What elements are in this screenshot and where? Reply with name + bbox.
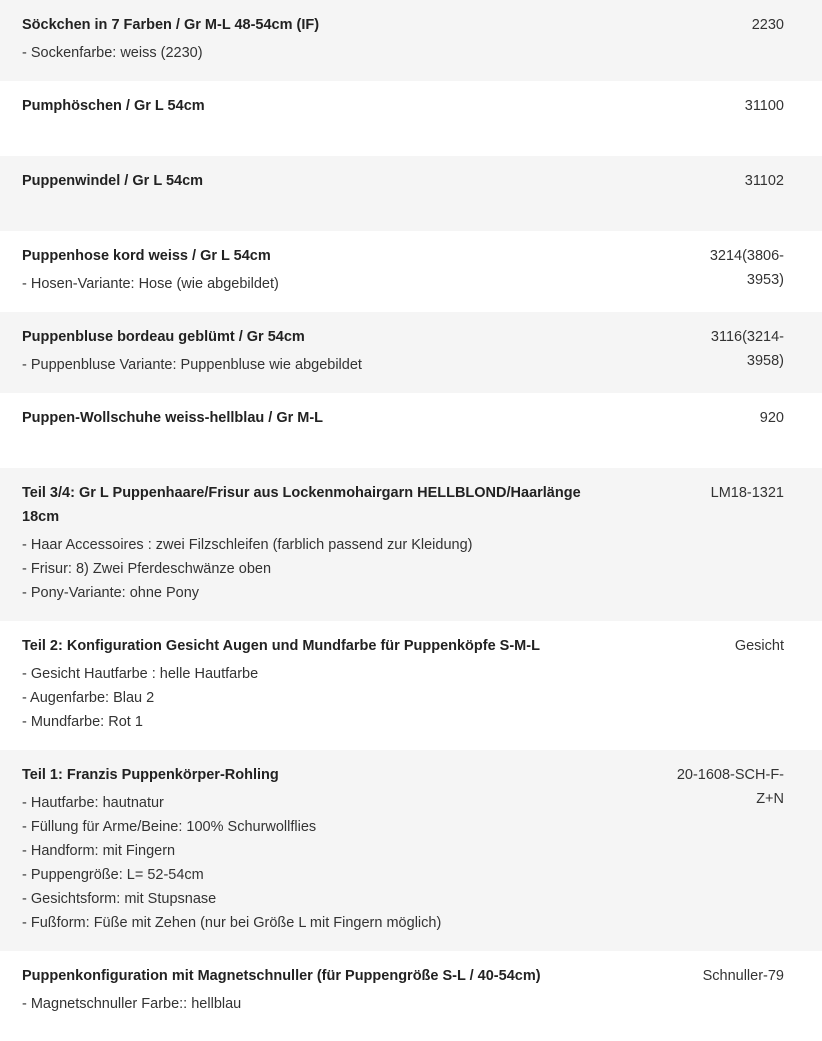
item-option: - Puppengröße: L= 52-54cm [22,867,204,883]
order-item [0,0,822,81]
item-options [22,533,582,605]
order-item [0,393,822,468]
item-details [22,13,582,65]
item-title: Puppenwindel / Gr L 54cm [22,173,204,189]
item-sku: Schnuller-79 [702,968,784,984]
item-sku: 20-1608-SCH-F-Z+N [676,767,784,807]
item-details [22,244,582,296]
item-details [22,763,582,935]
item-option: - Frisur: 8) Zwei Pferdeschwänze oben [22,561,272,577]
item-details [22,406,582,452]
item-details [22,94,582,140]
item-option: - Fußform: Füße mit Zehen (nur bei Größe L mit Fingern möglich) [22,915,442,931]
item-sku: LM18-1321 [710,485,784,501]
item-option: - Mundfarbe: Rot 1 [22,714,143,730]
item-option: - Hosen-Variante: Hose (wie abgebildet) [22,276,279,292]
order-item [0,312,822,393]
order-item [0,951,822,1032]
item-option: - Gesicht Hautfarbe : helle Hautfarbe [22,666,259,682]
item-option: - Augenfarbe: Blau 2 [22,690,155,706]
item-sku: 2230 [751,17,784,33]
item-options [22,41,582,65]
item-sku: 3116(3214-3958) [710,329,784,369]
item-title: Teil 2: Konfiguration Gesicht Augen und Mundfarbe für Puppenköpfe S-M-L [22,638,540,654]
item-details [22,481,582,605]
item-sku: 920 [759,410,784,426]
item-option: - Puppenbluse Variante: Puppenbluse wie abgebildet [22,357,362,373]
item-sku: 31100 [744,98,784,114]
item-options [22,791,582,935]
item-option: - Füllung für Arme/Beine: 100% Schurwollflies [22,819,317,835]
item-title: Puppenbluse bordeau geblümt / Gr 54cm [22,329,305,345]
item-option: - Haar Accessoires : zwei Filzschleifen (farblich passend zur Kleidung) [22,537,473,553]
item-details [22,325,582,377]
item-title: Teil 3/4: Gr L Puppenhaare/Frisur aus Lockenmohairgarn HELLBLOND/Haarlänge 18cm [22,485,581,525]
order-item [0,231,822,312]
order-item [0,468,822,621]
item-title: Puppenkonfiguration mit Magnetschnuller (für Puppengröße S-L / 40-54cm) [22,968,541,984]
item-option: - Sockenfarbe: weiss (2230) [22,45,203,61]
item-option: - Handform: mit Fingern [22,843,176,859]
item-option: - Gesichtsform: mit Stupsnase [22,891,217,907]
item-option: - Magnetschnuller Farbe:: hellblau [22,996,242,1012]
item-title: Puppen-Wollschuhe weiss-hellblau / Gr M-L [22,410,324,426]
order-item [0,156,822,231]
item-sku: Gesicht [734,638,784,654]
item-sku: 31102 [744,173,784,189]
item-option: - Pony-Variante: ohne Pony [22,585,200,601]
item-options [22,992,582,1016]
item-options [22,272,582,296]
item-title: Söckchen in 7 Farben / Gr M-L 48-54cm (IF) [22,17,320,33]
item-option: - Hautfarbe: hautnatur [22,795,164,811]
item-options [22,353,582,377]
item-details [22,964,582,1016]
item-sku: 3214(3806-3953) [709,248,784,288]
item-details [22,169,582,215]
item-details [22,634,582,734]
order-item [0,750,822,951]
order-item [0,621,822,750]
item-title: Teil 1: Franzis Puppenkörper-Rohling [22,767,279,783]
item-title: Puppenhose kord weiss / Gr L 54cm [22,248,271,264]
order-item [0,81,822,156]
item-options [22,662,582,734]
item-title: Pumphöschen / Gr L 54cm [22,98,205,114]
